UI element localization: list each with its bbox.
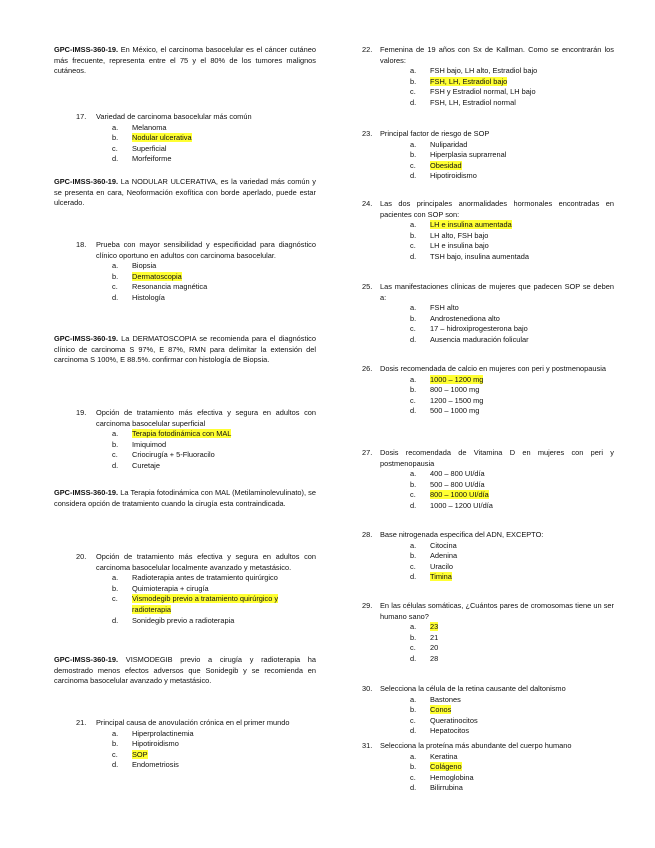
option-b[interactable]: b. Hipotiroidismo [112, 739, 316, 750]
question-text: Las manifestaciones clínicas de mujeres que padecen SOP se deben a: [380, 282, 614, 302]
option-c[interactable]: c. Criocirugía + 5-Fluoracilo [112, 450, 316, 461]
note-reference: GPC-IMSS-360-19. [54, 488, 119, 497]
highlighted-answer: Nodular ulcerativa [132, 133, 192, 143]
option-b[interactable]: b. 21 [410, 633, 614, 644]
option-text: LH alto, FSH bajo [430, 230, 489, 240]
option-a[interactable]: a. Radioterapia antes de tratamiento quirúrgico [112, 573, 316, 584]
option-text: Ausencia maduración folicular [430, 334, 529, 344]
question-text: En las células somáticas, ¿Cuántos pares de cromosomas tiene un ser humano sano? [380, 601, 614, 621]
question-28 [362, 530, 614, 583]
highlighted-answer: Vismodegib previo a tratamiento quirúrgico y radioterapia [132, 594, 279, 614]
question-31 [362, 741, 614, 794]
note-text: La NODULAR ULCERATIVA, es la variedad más común y se presenta en cara, Neoformación exofítica con borde aperlado, puede estar ulcerado. [54, 177, 316, 208]
highlighted-answer: Timina [430, 572, 452, 582]
option-c[interactable]: c. SOP [112, 749, 148, 759]
option-text: Bilirrubina [430, 783, 463, 793]
question-number: 29. [362, 601, 373, 610]
question-text: Prueba con mayor sensibilidad y especificidad para diagnóstico clínico oportuno en adultos con carcinoma basocelular. [96, 240, 316, 260]
option-a[interactable]: a. Terapia fotodinámica con MAL [112, 429, 232, 439]
option-d[interactable]: d. Timina [410, 572, 452, 582]
option-a[interactable]: a. 23 [410, 622, 439, 632]
option-text: Bastones [430, 694, 461, 704]
option-text: Hipotiroidismo [132, 739, 179, 749]
option-b[interactable]: b. Nodular ulcerativa [112, 133, 192, 143]
option-a[interactable]: a. 1000 – 1200 mg [410, 374, 484, 384]
question-21 [76, 718, 316, 771]
note-reference: GPC-IMSS-360-19. [54, 45, 119, 54]
question-number: 25. [362, 282, 373, 291]
question-22 [362, 45, 614, 109]
question-text: Principal factor de riesgo de SOP [380, 129, 490, 138]
note-text: La DERMATOSCOPIA se recomienda para el diagnóstico clínico de carcinoma S 97%, E 87%, RMN para delimitar la extensión del carcinoma S 100%, E 88.5%. confirmar con histología de Biopsia. [54, 334, 316, 365]
option-text: Histología [132, 292, 165, 302]
option-d[interactable]: d. Bilirrubina [410, 783, 614, 794]
question-text: Principal causa de anovulación crónica en el primer mundo [96, 718, 290, 727]
option-text: TSH bajo, insulina aumentada [430, 251, 530, 261]
option-b[interactable]: b. Colágeno [410, 762, 462, 772]
guideline-note [54, 334, 316, 366]
question-17 [76, 112, 316, 165]
option-c[interactable]: c. Superficial [112, 144, 316, 155]
highlighted-answer: 800 – 1000 UI/día [430, 490, 489, 500]
option-d[interactable]: d. FSH, LH, Estradiol normal [410, 98, 614, 109]
option-text: Nuliparidad [430, 139, 468, 149]
option-b[interactable]: b. Dermatoscopia [112, 271, 182, 281]
option-c[interactable]: c. 17 – hidroxiprogesterona bajo [410, 324, 614, 335]
note-reference: GPC-IMSS-360-19. [54, 334, 119, 343]
option-c[interactable]: c. Hemoglobina [410, 773, 614, 784]
question-20 [76, 552, 316, 626]
question-18 [76, 240, 316, 304]
option-d[interactable]: d. 1000 – 1200 UI/día [410, 501, 614, 512]
option-a[interactable]: a. Bastones [410, 695, 614, 706]
option-c[interactable]: c. 800 – 1000 UI/día [410, 490, 489, 500]
option-b[interactable]: b. Quimioterapia + cirugía [112, 584, 316, 595]
option-d[interactable]: d. Histología [112, 293, 316, 304]
highlighted-answer: Terapia fotodinámica con MAL [132, 429, 232, 439]
option-text: Hemoglobina [430, 772, 474, 782]
guideline-note [54, 45, 316, 77]
option-b[interactable]: b. Conos [410, 705, 452, 715]
question-23 [362, 129, 614, 182]
option-a[interactable]: a. Biopsia [112, 261, 316, 272]
option-a[interactable]: a. Keratina [410, 752, 614, 763]
note-reference: GPC-IMSS-360-19. [54, 177, 119, 186]
question-26 [362, 364, 614, 417]
option-a[interactable]: a. LH e insulina aumentada [410, 220, 512, 230]
question-number: 22. [362, 45, 373, 54]
note-text: VISMODEGIB previo a cirugía y radioterapia ha demostrado menos efectos adversos que Sonidegib y se recomienda en carcinoma basocelular avanzado y metastásico. [54, 655, 316, 686]
option-b[interactable]: b. LH alto, FSH bajo [410, 231, 614, 242]
question-text: Las dos principales anormalidades hormonales encontradas en pacientes con SOP son: [380, 199, 614, 219]
option-c[interactable]: c. Obesidad [410, 160, 462, 170]
guideline-note [54, 177, 316, 209]
highlighted-answer: FSH, LH, Estradiol bajo [430, 76, 508, 86]
option-text: FSH, LH, Estradiol normal [430, 97, 516, 107]
option-b[interactable]: b. FSH, LH, Estradiol bajo [410, 76, 508, 86]
question-text: Selecciona la proteína más abundante del cuerpo humano [380, 741, 572, 750]
option-b[interactable]: b. Adenina [410, 551, 614, 562]
question-27 [362, 448, 614, 512]
option-text: 800 – 1000 mg [430, 385, 480, 395]
option-b[interactable]: b. Hiperplasia suprarrenal [410, 150, 614, 161]
option-text: Quimioterapia + cirugía [132, 583, 209, 593]
option-text: FSH alto [430, 303, 459, 313]
question-number: 19. [76, 408, 87, 417]
option-text: Superficial [132, 143, 167, 153]
question-number: 17. [76, 112, 87, 121]
option-text: Androstenediona alto [430, 313, 500, 323]
option-text: FSH y Estradiol normal, LH bajo [430, 87, 536, 97]
option-a[interactable]: a. FSH bajo, LH alto, Estradiol bajo [410, 66, 614, 77]
option-d[interactable]: d. Sonidegib previo a radioterapia [112, 616, 316, 627]
option-text: Resonancia magnética [132, 282, 208, 292]
question-24 [362, 199, 614, 263]
option-text: Criocirugía + 5-Fluoracilo [132, 450, 215, 460]
option-c[interactable]: c. Resonancia magnética [112, 282, 316, 293]
option-text: 28 [430, 653, 439, 663]
option-text: Endometriosis [132, 760, 179, 770]
option-a[interactable]: a. 400 – 800 UI/día [410, 469, 614, 480]
option-text: 400 – 800 UI/día [430, 469, 485, 479]
highlighted-answer: Dermatoscopia [132, 271, 182, 281]
option-d[interactable]: d. Morfeiforme [112, 154, 316, 165]
option-d[interactable]: d. Hipotiroidismo [410, 171, 614, 182]
option-text: 1200 – 1500 mg [430, 395, 484, 405]
option-text: 500 – 1000 mg [430, 406, 480, 416]
option-b[interactable]: b. Androstenediona alto [410, 314, 614, 325]
option-d[interactable]: d. Ausencia maduración folicular [410, 335, 614, 346]
option-text: Queratinocitos [430, 715, 478, 725]
option-d[interactable]: d. Curetaje [112, 461, 316, 472]
option-text: 500 – 800 UI/día [430, 479, 485, 489]
question-number: 30. [362, 684, 373, 693]
option-text: Hiperplasia suprarrenal [430, 150, 507, 160]
option-d[interactable]: d. TSH bajo, insulina aumentada [410, 252, 614, 263]
question-number: 24. [362, 199, 373, 208]
option-text: Hiperprolactinemia [132, 728, 194, 738]
option-text: Adenina [430, 551, 458, 561]
option-text: Biopsia [132, 261, 157, 271]
highlighted-answer: 23 [430, 622, 439, 632]
option-text: 1000 – 1200 UI/día [430, 500, 493, 510]
option-a[interactable]: a. Citocina [410, 541, 614, 552]
option-d[interactable]: d. 500 – 1000 mg [410, 406, 614, 417]
note-text: En México, el carcinoma basocelular es el cáncer cutáneo más frecuente, representa entre el 75 y el 80% de los tumores malignos cutáneos. [54, 45, 316, 76]
question-number: 20. [76, 552, 87, 561]
note-text: La Terapia fotodinámica con MAL (Metilaminolevulinato), se considera opción de tratamiento cuando la cirugía esta contraindicada. [54, 488, 316, 508]
option-c[interactable]: c. LH e insulina bajo [410, 241, 614, 252]
option-d[interactable]: d. 28 [410, 654, 614, 665]
option-c[interactable]: c. Queratinocitos [410, 716, 614, 727]
option-a[interactable]: a. Melanoma [112, 123, 316, 134]
question-25 [362, 282, 614, 346]
question-text: Base nitrogenada especifica del ADN, EXCEPTO: [380, 530, 544, 539]
option-d[interactable]: d. Endometriosis [112, 760, 316, 771]
option-text: Hepatocitos [430, 726, 470, 736]
option-text: Radioterapia antes de tratamiento quirúrgico [132, 573, 278, 583]
question-text: Dosis recomendada de calcio en mujeres con peri y postmenopausia [380, 364, 606, 373]
option-d[interactable]: d. Hepatocitos [410, 726, 614, 737]
question-number: 26. [362, 364, 373, 373]
option-b[interactable]: b. Imiquimod [112, 440, 316, 451]
option-text: Hipotiroidismo [430, 171, 477, 181]
option-a[interactable]: a. Hiperprolactinemia [112, 729, 316, 740]
question-number: 18. [76, 240, 87, 249]
highlighted-answer: LH e insulina aumentada [430, 220, 512, 230]
option-text: FSH bajo, LH alto, Estradiol bajo [430, 66, 538, 76]
option-text: Keratina [430, 751, 458, 761]
question-text: Opción de tratamiento más efectiva y segura en adultos con carcinoma basocelular localmente avanzado y metastásico. [96, 552, 316, 572]
guideline-note [54, 488, 316, 509]
option-text: 20 [430, 643, 439, 653]
highlighted-answer: Conos [430, 705, 452, 715]
guideline-note [54, 655, 316, 687]
option-text: Citocina [430, 540, 457, 550]
option-a[interactable]: a. Nuliparidad [410, 140, 614, 151]
option-text: Sonidegib previo a radioterapia [132, 615, 235, 625]
option-c[interactable]: c. 1200 – 1500 mg [410, 396, 614, 407]
option-text: Curetaje [132, 460, 160, 470]
option-a[interactable]: a. FSH alto [410, 303, 614, 314]
question-text: Opción de tratamiento más efectiva y segura en adultos con carcinoma basocelular superficial [96, 408, 316, 428]
option-text: Imiquimod [132, 439, 167, 449]
option-b[interactable]: b. 800 – 1000 mg [410, 385, 614, 396]
option-c[interactable]: c. Uracilo [410, 562, 614, 573]
question-text: Dosis recomendada de Vitamina D en mujeres con peri y postmenopausia [380, 448, 614, 468]
question-29 [362, 601, 614, 665]
question-number: 31. [362, 741, 373, 750]
question-number: 23. [362, 129, 373, 138]
option-text: 21 [430, 632, 439, 642]
question-number: 27. [362, 448, 373, 457]
option-text: LH e insulina bajo [430, 241, 489, 251]
option-text: Uracilo [430, 561, 453, 571]
question-19 [76, 408, 316, 472]
option-c[interactable]: c. Vismodegib previo a tratamiento quirúrgico y radioterapia [112, 594, 279, 614]
highlighted-answer: SOP [132, 749, 148, 759]
question-text: Variedad de carcinoma basocelular más común [96, 112, 252, 121]
option-text: Morfeiforme [132, 154, 172, 164]
note-reference: GPC-IMSS-360-19. [54, 655, 119, 664]
question-text: Selecciona la célula de la retina causante del daltonismo [380, 684, 566, 693]
option-text: 17 – hidroxiprogesterona bajo [430, 324, 528, 334]
question-text: Femenina de 19 años con Sx de Kallman. Como se encontrarán los valores: [380, 45, 614, 65]
option-c[interactable]: c. FSH y Estradiol normal, LH bajo [410, 87, 614, 98]
highlighted-answer: Colágeno [430, 762, 462, 772]
question-30 [362, 684, 614, 737]
option-c[interactable]: c. 20 [410, 643, 614, 654]
highlighted-answer: Obesidad [430, 160, 462, 170]
question-number: 21. [76, 718, 87, 727]
option-text: Melanoma [132, 122, 167, 132]
option-b[interactable]: b. 500 – 800 UI/día [410, 480, 614, 491]
highlighted-answer: 1000 – 1200 mg [430, 374, 484, 384]
question-number: 28. [362, 530, 373, 539]
